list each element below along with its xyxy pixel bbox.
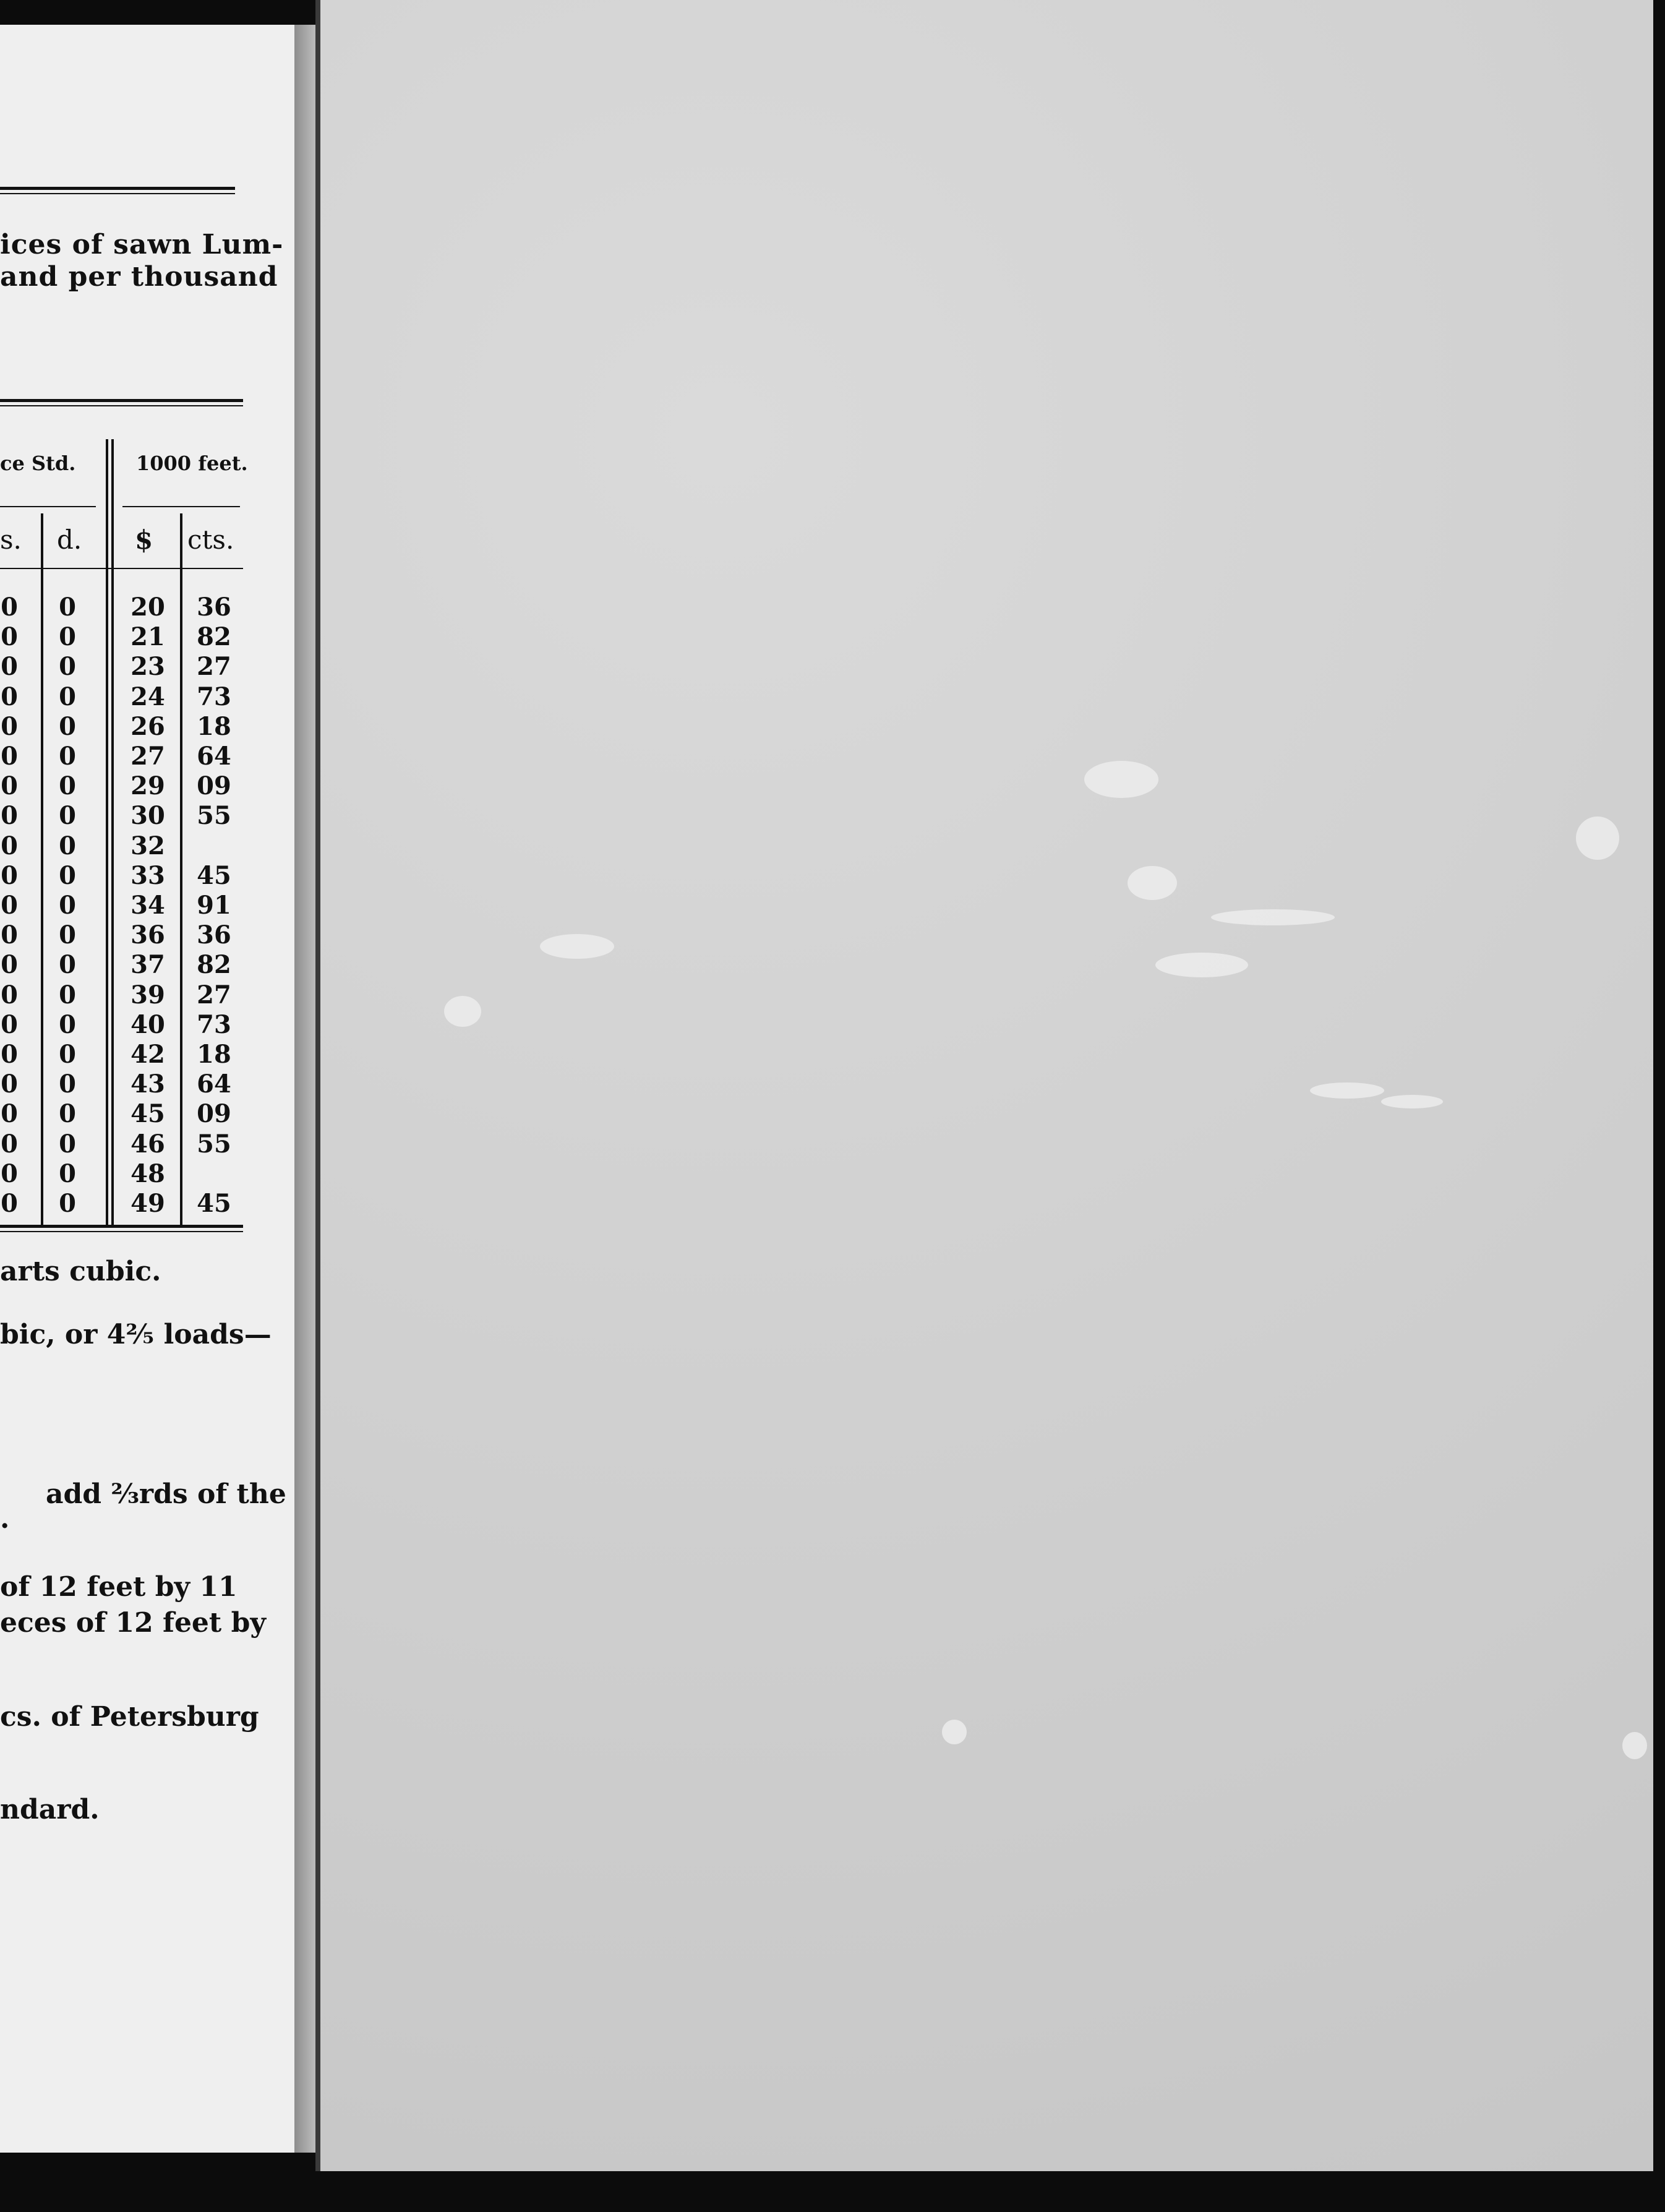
cell-d: 0 [59, 1070, 76, 1099]
cell-dollars: 45 [131, 1099, 165, 1129]
cell-s: 0 [1, 742, 18, 771]
note-5: of 12 feet by 11 [0, 1571, 238, 1603]
cell-dollars: 48 [131, 1159, 165, 1188]
cell-d: 0 [59, 831, 76, 860]
cell-cts: 82 [197, 950, 231, 980]
cell-s: 0 [1, 1010, 18, 1039]
cell-d: 0 [59, 771, 76, 801]
note-1: arts cubic. [0, 1256, 161, 1287]
cell-dollars: 39 [131, 980, 165, 1010]
cell-dollars: 29 [131, 771, 165, 801]
note-7: cs. of Petersburg [0, 1701, 259, 1733]
intro-line-2: and per thousand [0, 261, 278, 293]
cell-cts: 18 [197, 711, 231, 741]
intro-line-1: ices of sawn Lum- [0, 229, 284, 260]
cell-d: 0 [59, 652, 76, 682]
cell-s: 0 [1, 1040, 18, 1069]
cell-dollars: 42 [131, 1040, 165, 1069]
cell-dollars: 20 [131, 593, 165, 622]
col-header-dollars: $ [135, 525, 153, 555]
group-header-underline-right [122, 506, 240, 507]
note-8: ndard. [0, 1794, 100, 1825]
cell-dollars: 27 [131, 742, 165, 771]
cell-cts: 91 [197, 891, 231, 920]
table-bottom-rule-thin [0, 1231, 243, 1232]
cell-dollars: 36 [131, 920, 165, 950]
cell-cts: 64 [197, 742, 231, 771]
cell-s: 0 [1, 1070, 18, 1099]
cell-s: 0 [1, 1129, 18, 1159]
vline-double-b [111, 439, 114, 1225]
group-header-1000ft: 1000 feet. [136, 452, 248, 475]
paper-blemish [1155, 953, 1248, 977]
cell-d: 0 [59, 1189, 76, 1218]
cell-s: 0 [1, 593, 18, 622]
paper-blemish [540, 934, 614, 959]
cell-d: 0 [59, 920, 76, 950]
cell-dollars: 40 [131, 1010, 165, 1039]
cell-s: 0 [1, 771, 18, 801]
cell-s: 0 [1, 1159, 18, 1188]
paper-blemish [1310, 1082, 1384, 1099]
cell-d: 0 [59, 1099, 76, 1129]
table-bottom-rule [0, 1225, 243, 1228]
cell-s: 0 [1, 950, 18, 980]
cell-s: 0 [1, 980, 18, 1010]
cell-d: 0 [59, 1129, 76, 1159]
cell-cts: 36 [197, 593, 231, 622]
cell-s: 0 [1, 711, 18, 741]
col-header-s: s. [0, 525, 22, 555]
cell-cts: 27 [197, 652, 231, 682]
cell-cts: 36 [197, 920, 231, 950]
paper-blemish [1381, 1095, 1443, 1108]
cell-dollars: 32 [131, 831, 165, 860]
vline-dollars-cts [180, 513, 182, 1225]
note-6: eces of 12 feet by [0, 1607, 266, 1639]
paper-blemish [1128, 866, 1177, 900]
cell-cts: 18 [197, 1040, 231, 1069]
cell-dollars: 37 [131, 950, 165, 980]
note-2: bic, or 4²⁄₅ loads— [0, 1319, 272, 1350]
col-header-underline [0, 568, 243, 569]
cell-dollars: 23 [131, 652, 165, 682]
cell-cts: 45 [197, 860, 231, 890]
cell-dollars: 30 [131, 801, 165, 831]
cell-d: 0 [59, 801, 76, 831]
cell-d: 0 [59, 593, 76, 622]
paper-blemish [1576, 817, 1619, 860]
cell-s: 0 [1, 920, 18, 950]
cell-s: 0 [1, 1099, 18, 1129]
paper-blemish [1084, 761, 1158, 798]
paper-blemish [1211, 909, 1335, 925]
cell-d: 0 [59, 682, 76, 711]
paper-blemish [444, 996, 481, 1027]
cell-s: 0 [1, 1189, 18, 1218]
paper-blemish [1622, 1732, 1647, 1759]
cell-cts: 64 [197, 1070, 231, 1099]
group-header-std: ce Std. [0, 452, 76, 475]
cell-d: 0 [59, 1040, 76, 1069]
cell-dollars: 24 [131, 682, 165, 711]
cell-d: 0 [59, 622, 76, 652]
cell-cts: 09 [197, 1099, 231, 1129]
cell-d: 0 [59, 950, 76, 980]
cell-s: 0 [1, 801, 18, 831]
printed-page-fragment [0, 25, 300, 2153]
blank-facing-page [315, 0, 1653, 2171]
cell-dollars: 21 [131, 622, 165, 652]
cell-d: 0 [59, 891, 76, 920]
col-header-d: d. [57, 525, 82, 555]
cell-s: 0 [1, 622, 18, 652]
table-top-rule-thin [0, 405, 243, 406]
cell-cts: 73 [197, 1010, 231, 1039]
cell-cts: 73 [197, 682, 231, 711]
cell-cts: 45 [197, 1189, 231, 1218]
cell-dollars: 49 [131, 1189, 165, 1218]
group-header-underline-left [0, 506, 96, 507]
cell-s: 0 [1, 831, 18, 860]
cell-cts: 09 [197, 771, 231, 801]
cell-d: 0 [59, 742, 76, 771]
cell-cts: 27 [197, 980, 231, 1010]
cell-d: 0 [59, 980, 76, 1010]
cell-cts: 82 [197, 622, 231, 652]
cell-d: 0 [59, 1159, 76, 1188]
cell-s: 0 [1, 891, 18, 920]
cell-dollars: 26 [131, 711, 165, 741]
cell-s: 0 [1, 860, 18, 890]
cell-cts: 55 [197, 1129, 231, 1159]
cell-dollars: 46 [131, 1129, 165, 1159]
note-4: . [0, 1503, 10, 1535]
top-rule [0, 187, 235, 190]
cell-d: 0 [59, 860, 76, 890]
paper-blemish [942, 1720, 967, 1744]
cell-d: 0 [59, 711, 76, 741]
top-rule-thin [0, 193, 235, 194]
cell-d: 0 [59, 1010, 76, 1039]
vline-double-a [106, 439, 108, 1225]
col-header-cts: cts. [187, 525, 234, 555]
vline-s-d [41, 513, 43, 1225]
cell-dollars: 43 [131, 1070, 165, 1099]
table-top-rule [0, 399, 243, 402]
cell-s: 0 [1, 682, 18, 711]
cell-s: 0 [1, 652, 18, 682]
note-3: add ⅔rds of the [46, 1478, 286, 1510]
cell-dollars: 33 [131, 860, 165, 890]
cell-cts: 55 [197, 801, 231, 831]
cell-dollars: 34 [131, 891, 165, 920]
